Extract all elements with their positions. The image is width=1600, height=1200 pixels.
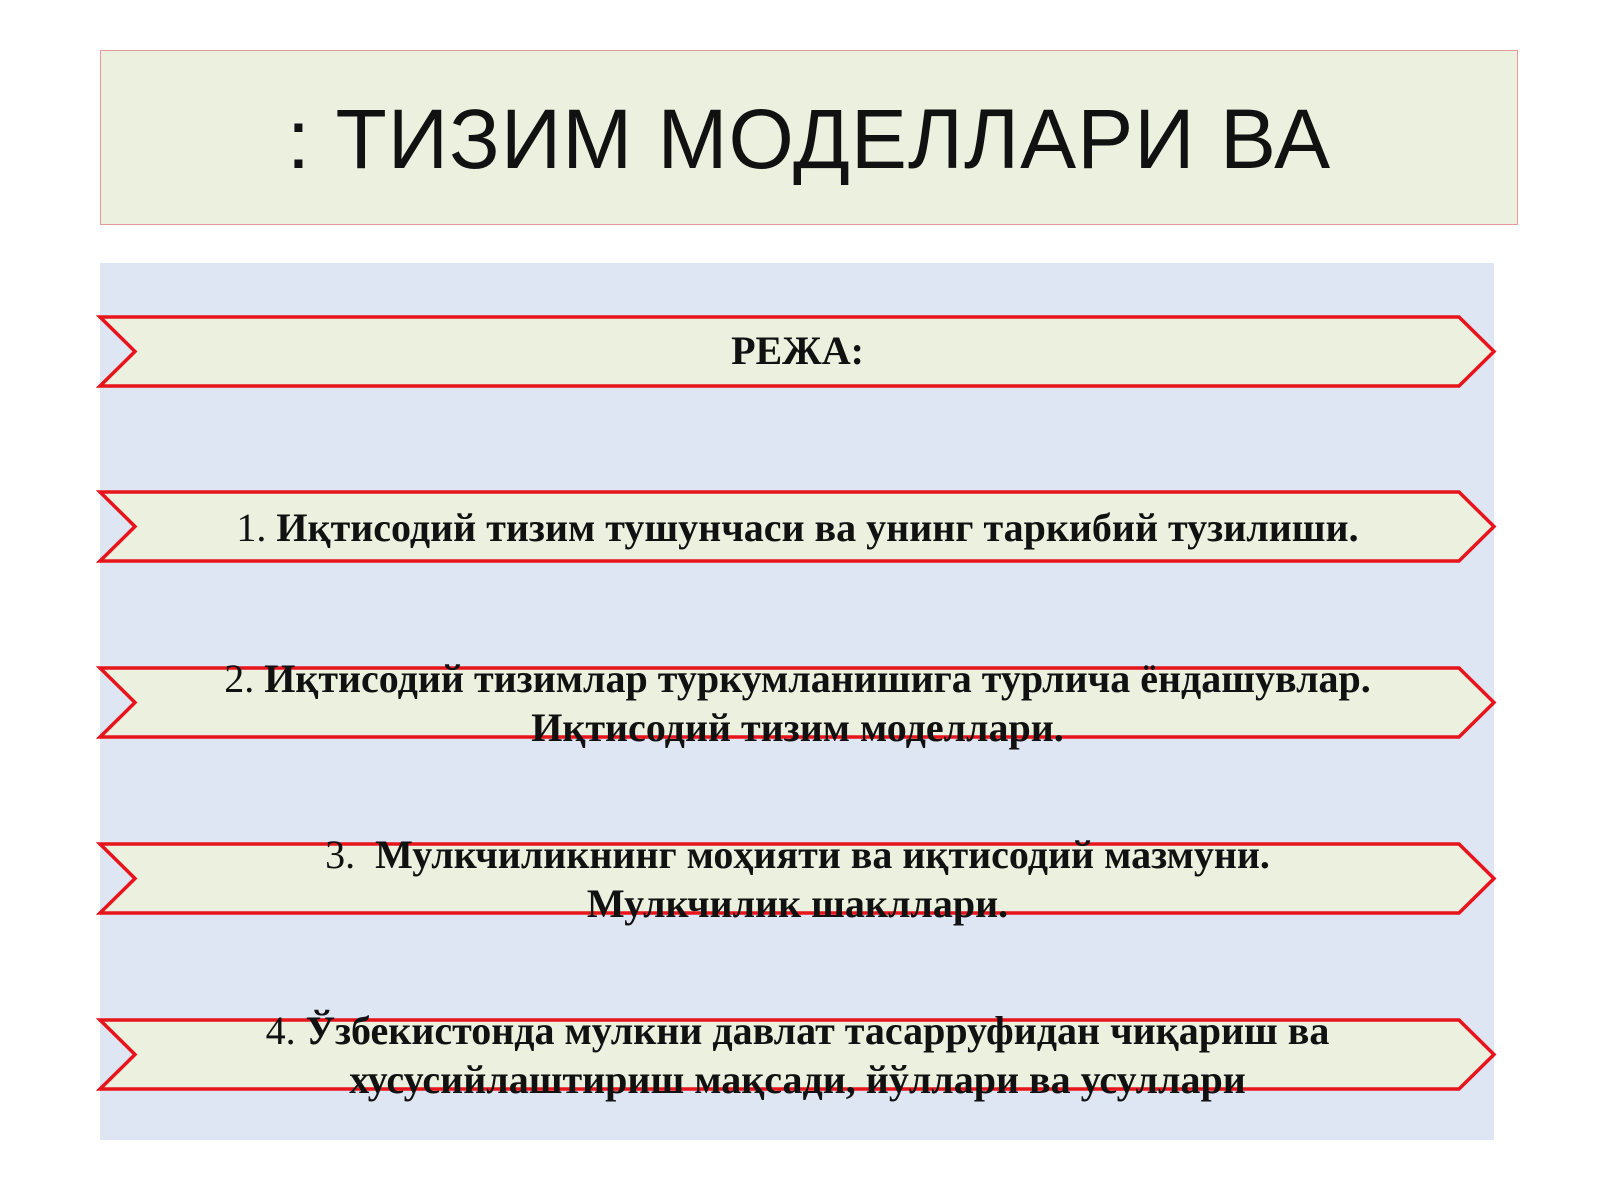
plan-item-4-text [140, 1006, 1455, 1104]
chevron-plan-item-1 [100, 491, 1495, 562]
plan-item-line: Иқтисодий тизим моделлари. [531, 705, 1064, 750]
plan-item-line: Мулкчилик шакллари. [586, 881, 1009, 926]
plan-heading: РЕЖА: [731, 328, 864, 373]
plan-item-line: Мулкчиликнинг моҳияти ва иқтисодий мазмуни. [375, 832, 1270, 877]
title-box [100, 50, 1518, 225]
plan-item-line: Иқтисодий тизимлар туркумланишига турлича ёндашувлар. [264, 656, 1371, 701]
plan-item-number: 3. [325, 832, 356, 877]
plan-item-2-text [140, 654, 1455, 752]
slide-title: : ТИЗИМ МОДЕЛЛАРИ ВА [286, 92, 1332, 186]
plan-item-1-text [140, 503, 1455, 552]
chevron-plan-item-4 [100, 1008, 1495, 1102]
plan-item-number: 1. [236, 505, 267, 550]
plan-item-line: Иқтисодий тизим тушунчаси ва унинг таркибий тузилиши. [276, 505, 1359, 550]
plan-item-line: хусусийлаштириш мақсади, йўллари ва усуллари [349, 1057, 1246, 1102]
chevron-plan-item-3 [100, 832, 1495, 926]
chevron-plan-heading [100, 316, 1495, 387]
plan-item-number: 2. [224, 656, 255, 701]
plan-item-number: 4. [265, 1008, 296, 1053]
plan-item-3-text [140, 830, 1455, 928]
chevron-plan-item-2 [100, 656, 1495, 750]
plan-item-line: Ўзбекистонда мулкни давлат тасарруфидан чиқариш ва [305, 1008, 1330, 1053]
